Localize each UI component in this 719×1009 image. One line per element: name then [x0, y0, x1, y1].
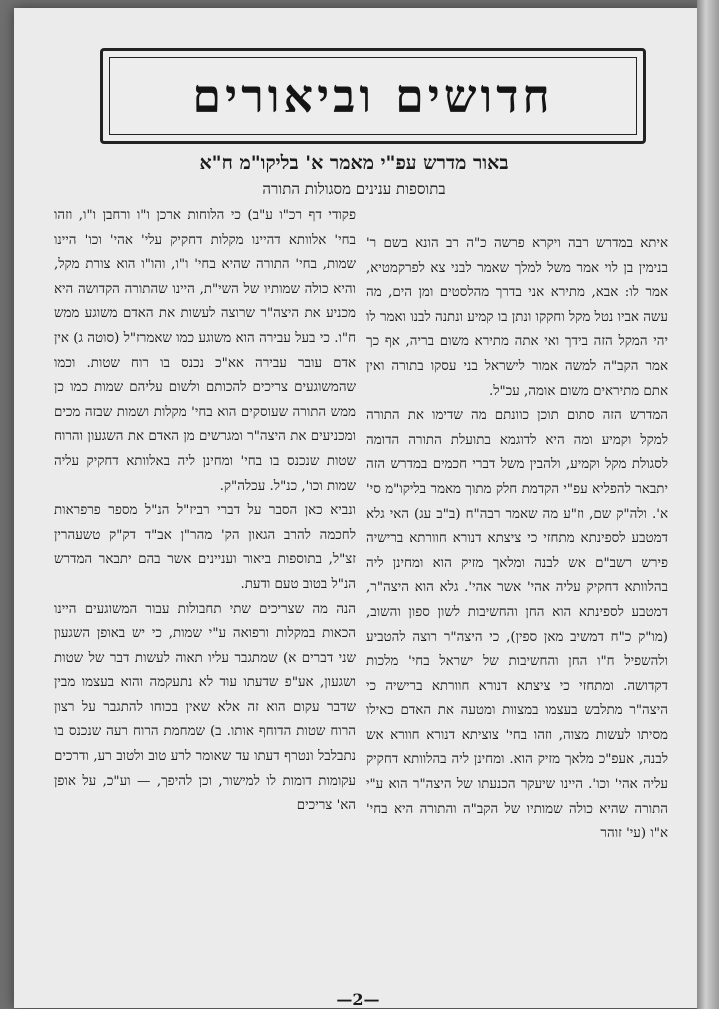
paragraph: ונביא כאן הסבר על דברי רביז"ל הנ"ל מספר פרפראות לחכמה להרב הגאון הק' מהר"ן אב"ד דק"ק טשעהרין זצ"ל, בתוספות ביאור ועניינים אשר בהם יתבאר המדרש הנ"ל בטוב טעם ודעת.: [54, 503, 356, 592]
page-number: —2—: [336, 990, 380, 1008]
left-text-column: [54, 204, 356, 819]
article-title: באור מדרש עפ"י מאמר א' בליקו"מ ח"א: [199, 152, 509, 174]
paragraph: פקודי דף רכ"ו ע"ב) כי הלוחות ארכן ו"ו ורחבן ו"ו, וזהו בחי' אלוותא דהיינו מקלות דחקיק עלי' אהי' וכו' היינו שמות, בחי' התורה שהיא בחי' ו"ו, והו"ו הוא צורת מקל, והיא כולה שמותיו של השי"ת, היינו שהתורה הקדושה היא מכניע את היצה"ר שרוצה לעשות את האדם משוגע ממש ח"ו. כי בעל עבירה הוא משוגע כמו שאמרז"ל (סוטה ג) אין אדם עובר עבירה אא"כ נכנס בו רוח שטות. וכמו שהמשוגעים צריכים להכותם ולשום עליהם שמות כמו כן ממש התורה שעוסקים הוא בחי' מקלות ושמות שבזה מכים ומכניעים את היצה"ר ומגרשים מן האדם את השגעון והרוח שטות שנכנס בו בחי' ומחינן ליה באלוותא דחקיק עליה שמות וכו', כנ"ל. עכלה"ק.: [54, 208, 356, 494]
header-frame: [100, 48, 646, 144]
paragraph: הנה מה שצריכים שתי תחבולות עבור המשוגעים היינו הכאות במקלות ורפואה ע"י שמות, כי יש באופן השגעון שני דברים א) שמתגבר עליו תאוה לעשות דבר של שטות ושגעון, אע"פ שדעתו עוד לא נתעקמה והוא בעצמו מבין שדבר עקום הוא זה אלא שאין בכוחו להתגבר על רצון הרוח שטות הדוחף אותו. ב) שמחמת הרוח רעה שנכנס בו נתבלבל ונטרף דעתו עד שאומר לרע טוב ולטוב רע, ודרכים עקומות דומות לו למישור, וכן להיפך, — וע"כ, על אופן הא' צריכים: [54, 601, 356, 814]
right-text-column: [366, 232, 668, 847]
page-title: חדושים וביאורים: [192, 69, 554, 123]
article-subtitle: בתוספות ענינים מסגולות התורה: [262, 180, 446, 198]
page-edge: [697, 0, 719, 1009]
paragraph: איתא במדרש רבה ויקרא פרשה כ"ה רב הונא בשם ר' בנימין בן לוי אמר משל למלך שאמר לבני צא לפרקמטיא, אמר לו: אבא, מתירא אני בדרך מהלסטים ומן הים, מה עשה אביו נטל מקל וחקקו ונתן בו קמיע ונתנה לבנו ואמר לו יהי המקל הזה בידך ואי אתה מתירא משום בריה, אף כך אמר הקב"ה למשה אמור לישראל בני עסקו בתורה ואין אתם מתיראים משום אומה, עכ"ל.: [366, 236, 668, 399]
paragraph: המדרש הזה סתום תוכן כוונתם מה שדימו את התורה למקל וקמיע ומה היא לדוגמא בתועלת התורה הדומה לסגולת מקל וקמיע, ולהבין משל דברי חכמים במדרש הזה יתבאר להפליא עפ"י הקדמת חלק מתוך מאמר בליקו"מ סי' א'. ולה"ק שם, וז"ע מה שאמר רבה"ח (ב"ב עג) האי גלא דמטבע לספינתא מתחזי כי ציצתא דנורא חוורתא ברישיה פירש רשב"ם אש לבנה ומלאך מזיק הוא ומחינן ליה בהלוותא דחקיק עליה אהי' אשר אהי'. גלא הוא היצה"ר, דמטבע לספינתא הוא החן והחשיבות לשון ספון והשוב, (מו"ק כ"ח דמשיב מאן ספין), כי היצה"ר רוצה להטביע ולהשפיל ח"ו החן והחשיבות של ישראל בחי' מלכות דקדושה. ומתחזי כי ציצתא דנורא חוורתא ברישיה כי היצה"ר מתלבש בעצמו במצוות ומטעה את האדם כאילו מסיתו לעשות מצוה, וזהו בחי' צוציתא דנורא חוורא אש לבנה, אעפ"כ מלאך מזיק הוא. ומחינן ליה בהלוותא דחקיק עליה אהי' וכו'. היינו שיעקר הכנעתו של היצה"ר הוא ע"י התורה שהיא כולה שמותיו של הקב"ה והתורה היא בחי' א"ו (עי' זוהר: [366, 408, 668, 842]
document-page: [14, 8, 702, 1008]
